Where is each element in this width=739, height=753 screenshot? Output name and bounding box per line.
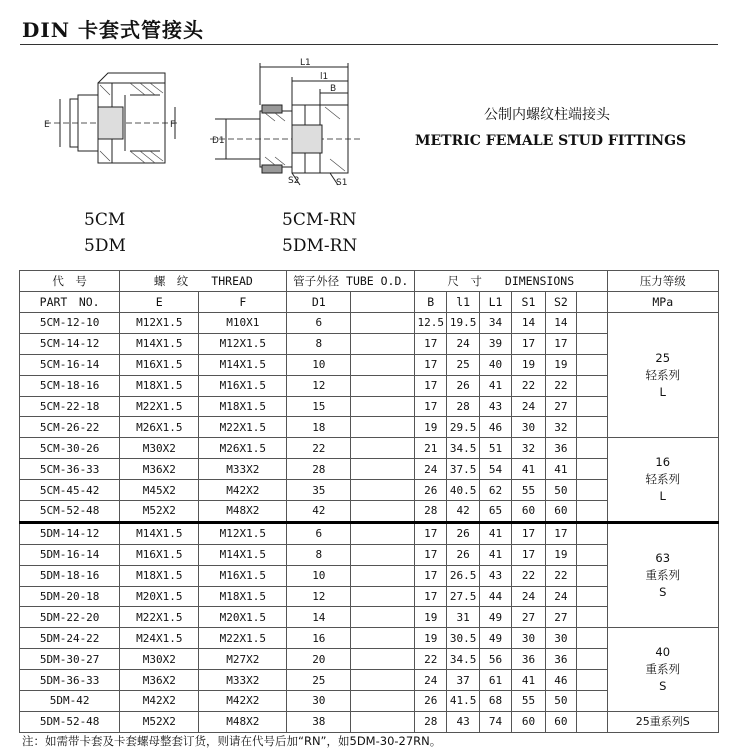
cell-dim-l1: 37: [447, 670, 479, 691]
cell-thread-e: M30X2: [120, 438, 199, 459]
cell-dim-l1: 30.5: [447, 628, 479, 649]
cell-dim-b: 17: [415, 544, 447, 565]
cell-thread-e: M42X2: [120, 691, 199, 712]
cell-part-no: 5CM-45-42: [20, 480, 120, 501]
chinese-heading: 公制内螺纹柱端接头: [484, 107, 610, 123]
header-empty: [577, 292, 607, 313]
cell-part-no: 5CM-52-48: [20, 501, 120, 523]
cell-thread-f: M33X2: [199, 459, 287, 480]
cell-thread-f: M26X1.5: [199, 438, 287, 459]
cell-dim-s1: 27: [512, 607, 545, 628]
cell-dim-l1: 19.5: [447, 313, 479, 334]
fitting-technical-drawing: [30, 55, 360, 195]
cell-empty: [351, 333, 415, 354]
cell-empty: [351, 375, 415, 396]
table-row: [20, 438, 719, 459]
cell-dim-s1: 17: [512, 333, 545, 354]
cell-dim-b: 17: [415, 586, 447, 607]
cell-part-no: 5DM-30-27: [20, 649, 120, 670]
pressure-text: 25重系列S: [635, 715, 690, 729]
english-heading: METRIC FEMALE STUD FITTINGS: [415, 133, 687, 149]
cell-dim-l1: 29.5: [447, 417, 479, 438]
cell-dim-b: 17: [415, 522, 447, 544]
cell-empty: [351, 459, 415, 480]
pressure-group: [607, 438, 719, 523]
cell-thread-f: M48X2: [199, 501, 287, 523]
cell-dim-l1: 43: [447, 711, 479, 732]
cell-dim-L1: 44: [479, 586, 511, 607]
cell-tube-od: 15: [287, 396, 351, 417]
table-row: [20, 628, 719, 649]
cell-tube-od: 8: [287, 544, 351, 565]
cell-dim-s1: 22: [512, 565, 545, 586]
cell-dim-L1: 46: [479, 417, 511, 438]
cell-thread-f: M14X1.5: [199, 354, 287, 375]
cell-empty: [577, 607, 607, 628]
pressure-letter: S: [659, 679, 667, 694]
cell-part-no: 5CM-36-33: [20, 459, 120, 480]
cell-empty: [577, 459, 607, 480]
pressure-value: 40: [655, 645, 671, 660]
cell-dim-s2: 14: [545, 313, 576, 334]
dim-label-e: E: [44, 120, 50, 130]
cell-dim-b: 21: [415, 438, 447, 459]
cell-empty: [577, 438, 607, 459]
cell-dim-s2: 36: [545, 649, 576, 670]
table-body: [20, 313, 719, 733]
cell-dim-s2: 27: [545, 607, 576, 628]
cell-dim-s1: 22: [512, 375, 545, 396]
cell-tube-od: 28: [287, 459, 351, 480]
table-header-row: [20, 292, 719, 313]
cell-dim-s2: 46: [545, 670, 576, 691]
cell-dim-s2: 50: [545, 480, 576, 501]
pressure-series: 轻系列: [645, 472, 680, 487]
cell-empty: [577, 375, 607, 396]
cell-empty: [351, 480, 415, 501]
cell-empty: [351, 670, 415, 691]
cell-dim-l1: 26: [447, 522, 479, 544]
cell-tube-od: 25: [287, 670, 351, 691]
cell-dim-l1: 42: [447, 501, 479, 523]
cell-empty: [577, 313, 607, 334]
cell-dim-b: 24: [415, 670, 447, 691]
cell-thread-f: M18X1.5: [199, 586, 287, 607]
cell-dim-s2: 41: [545, 459, 576, 480]
cell-tube-od: 6: [287, 313, 351, 334]
cell-thread-f: M16X1.5: [199, 565, 287, 586]
cell-empty: [351, 396, 415, 417]
cell-dim-s2: 60: [545, 501, 576, 523]
cell-dim-L1: 34: [479, 313, 511, 334]
cell-dim-s1: 60: [512, 711, 545, 732]
cell-dim-L1: 65: [479, 501, 511, 523]
pressure-value: 25: [655, 350, 671, 365]
cell-dim-s1: 30: [512, 417, 545, 438]
pressure-group: [607, 711, 719, 732]
cell-thread-f: M14X1.5: [199, 544, 287, 565]
cell-dim-L1: 39: [479, 333, 511, 354]
cell-dim-l1: 34.5: [447, 649, 479, 670]
cell-empty: [351, 691, 415, 712]
cell-dim-s2: 50: [545, 691, 576, 712]
cell-empty: [351, 649, 415, 670]
cell-part-no: 5DM-36-33: [20, 670, 120, 691]
cell-dim-s2: 30: [545, 628, 576, 649]
cell-dim-s1: 36: [512, 649, 545, 670]
cell-empty: [351, 313, 415, 334]
cell-empty: [577, 711, 607, 732]
cell-tube-od: 35: [287, 480, 351, 501]
dim-label-s2: S2: [288, 176, 300, 186]
cell-thread-e: M22X1.5: [120, 396, 199, 417]
cell-dim-l1: 26: [447, 544, 479, 565]
cell-dim-L1: 41: [479, 375, 511, 396]
cell-empty: [351, 501, 415, 523]
header-e: E: [120, 292, 199, 313]
cell-dim-L1: 54: [479, 459, 511, 480]
cell-thread-e: M30X2: [120, 649, 199, 670]
cell-thread-e: M14X1.5: [120, 522, 199, 544]
cell-dim-s1: 24: [512, 396, 545, 417]
pressure-series: 重系列: [645, 568, 680, 583]
cell-thread-f: M33X2: [199, 670, 287, 691]
cell-empty: [351, 544, 415, 565]
cell-tube-od: 10: [287, 565, 351, 586]
cell-empty: [577, 522, 607, 544]
cell-thread-f: M42X2: [199, 691, 287, 712]
cell-empty: [577, 649, 607, 670]
pressure-value: 16: [655, 455, 671, 470]
cell-tube-od: 38: [287, 711, 351, 732]
cell-thread-e: M24X1.5: [120, 628, 199, 649]
cell-empty: [351, 607, 415, 628]
header-empty: [351, 292, 415, 313]
cell-thread-f: M10X1: [199, 313, 287, 334]
cell-dim-b: 19: [415, 417, 447, 438]
cell-dim-s2: 19: [545, 544, 576, 565]
cell-dim-b: 19: [415, 628, 447, 649]
pressure-series: 轻系列: [645, 367, 680, 382]
cell-dim-l1: 34.5: [447, 438, 479, 459]
cell-dim-l1: 25: [447, 354, 479, 375]
cell-empty: [351, 586, 415, 607]
cell-dim-s2: 36: [545, 438, 576, 459]
cell-empty: [351, 438, 415, 459]
model-label: 5CM: [84, 210, 126, 230]
dim-label-b: B: [330, 84, 337, 94]
cell-empty: [351, 565, 415, 586]
cell-thread-e: M26X1.5: [120, 417, 199, 438]
cell-dim-s2: 22: [545, 565, 576, 586]
cell-dim-s2: 17: [545, 333, 576, 354]
cell-dim-b: 26: [415, 480, 447, 501]
page-title: DIN 卡套式管接头: [22, 18, 204, 42]
cell-dim-l1: 28: [447, 396, 479, 417]
cell-dim-s1: 32: [512, 438, 545, 459]
header-pressure: 压力等级: [607, 271, 719, 292]
cell-dim-l1: 26.5: [447, 565, 479, 586]
header-s2: S2: [545, 292, 576, 313]
cell-dim-s1: 55: [512, 691, 545, 712]
cell-dim-b: 26: [415, 691, 447, 712]
cell-dim-s2: 24: [545, 586, 576, 607]
header-s1: S1: [512, 292, 545, 313]
cell-dim-s1: 24: [512, 586, 545, 607]
cell-dim-b: 17: [415, 354, 447, 375]
header-d1: D1: [287, 292, 351, 313]
cell-dim-L1: 56: [479, 649, 511, 670]
cell-part-no: 5CM-18-16: [20, 375, 120, 396]
table-row: [20, 522, 719, 544]
cell-empty: [351, 711, 415, 732]
cell-part-no: 5DM-16-14: [20, 544, 120, 565]
cell-dim-s1: 41: [512, 459, 545, 480]
cell-dim-s2: 22: [545, 375, 576, 396]
cell-part-no: 5CM-22-18: [20, 396, 120, 417]
cell-thread-e: M14X1.5: [120, 333, 199, 354]
title-divider: [20, 44, 718, 45]
cell-empty: [577, 544, 607, 565]
dim-label-d1: D1: [212, 136, 225, 146]
cell-dim-L1: 43: [479, 565, 511, 586]
cell-thread-f: M18X1.5: [199, 396, 287, 417]
cell-tube-od: 12: [287, 375, 351, 396]
cell-thread-e: M16X1.5: [120, 354, 199, 375]
cell-empty: [577, 628, 607, 649]
cell-empty: [577, 501, 607, 523]
cell-dim-s1: 17: [512, 522, 545, 544]
cell-tube-od: 12: [287, 586, 351, 607]
cell-thread-f: M12X1.5: [199, 522, 287, 544]
cell-empty: [577, 333, 607, 354]
cell-dim-L1: 51: [479, 438, 511, 459]
cell-dim-L1: 41: [479, 522, 511, 544]
cell-tube-od: 8: [287, 333, 351, 354]
header-mpa: MPa: [607, 292, 719, 313]
header-tube-od: 管子外径 TUBE O.D.: [287, 271, 415, 292]
cell-part-no: 5CM-12-10: [20, 313, 120, 334]
cell-empty: [577, 396, 607, 417]
model-label: 5DM-RN: [282, 236, 358, 256]
cell-dim-l1: 40.5: [447, 480, 479, 501]
cell-tube-od: 30: [287, 691, 351, 712]
dim-label-f: F: [170, 120, 176, 130]
cell-dim-b: 12.5: [415, 313, 447, 334]
cell-dim-s2: 60: [545, 711, 576, 732]
cell-thread-f: M22X1.5: [199, 628, 287, 649]
dim-label-L1: L1: [300, 58, 311, 68]
cell-part-no: 5DM-18-16: [20, 565, 120, 586]
cell-tube-od: 22: [287, 438, 351, 459]
cell-thread-e: M20X1.5: [120, 586, 199, 607]
cell-dim-s2: 32: [545, 417, 576, 438]
header-part-no: PART NO.: [20, 292, 120, 313]
cell-empty: [577, 691, 607, 712]
cell-dim-L1: 62: [479, 480, 511, 501]
cell-dim-s1: 55: [512, 480, 545, 501]
cell-part-no: 5DM-24-22: [20, 628, 120, 649]
cell-empty: [351, 417, 415, 438]
cell-thread-f: M42X2: [199, 480, 287, 501]
cell-dim-b: 17: [415, 565, 447, 586]
header-L1: L1: [479, 292, 511, 313]
model-label: 5CM-RN: [282, 210, 357, 230]
cell-thread-f: M22X1.5: [199, 417, 287, 438]
model-label: 5DM: [84, 236, 126, 256]
header-thread: 螺 纹 THREAD: [120, 271, 287, 292]
cell-empty: [351, 522, 415, 544]
cell-dim-L1: 61: [479, 670, 511, 691]
cell-part-no: 5CM-16-14: [20, 354, 120, 375]
cell-dim-b: 22: [415, 649, 447, 670]
cell-dim-l1: 26: [447, 375, 479, 396]
cell-tube-od: 14: [287, 607, 351, 628]
cell-thread-e: M16X1.5: [120, 544, 199, 565]
dim-label-s1: S1: [336, 178, 348, 188]
pressure-group: [607, 522, 719, 627]
cell-dim-s1: 41: [512, 670, 545, 691]
cell-dim-s1: 60: [512, 501, 545, 523]
pressure-series: 重系列: [645, 662, 680, 677]
cell-tube-od: 6: [287, 522, 351, 544]
cell-part-no: 5CM-26-22: [20, 417, 120, 438]
cell-tube-od: 16: [287, 628, 351, 649]
header-code: 代 号: [20, 271, 120, 292]
cell-thread-f: M16X1.5: [199, 375, 287, 396]
cell-empty: [577, 565, 607, 586]
cell-dim-L1: 49: [479, 607, 511, 628]
cell-empty: [351, 628, 415, 649]
pressure-group: [607, 628, 719, 712]
cell-dim-l1: 24: [447, 333, 479, 354]
cell-dim-b: 24: [415, 459, 447, 480]
cell-dim-l1: 37.5: [447, 459, 479, 480]
cell-thread-e: M18X1.5: [120, 565, 199, 586]
cell-dim-s1: 30: [512, 628, 545, 649]
cell-thread-e: M52X2: [120, 711, 199, 732]
cell-thread-e: M45X2: [120, 480, 199, 501]
cell-tube-od: 20: [287, 649, 351, 670]
table-row: [20, 313, 719, 334]
pressure-letter: S: [659, 585, 667, 600]
cell-thread-e: M22X1.5: [120, 607, 199, 628]
cell-part-no: 5DM-20-18: [20, 586, 120, 607]
cell-dim-l1: 41.5: [447, 691, 479, 712]
pressure-group: [607, 313, 719, 438]
cell-part-no: 5DM-22-20: [20, 607, 120, 628]
pressure-value: 63: [655, 551, 671, 566]
cell-dim-b: 28: [415, 501, 447, 523]
cell-dim-L1: 74: [479, 711, 511, 732]
pressure-letter: L: [659, 384, 666, 399]
header-l1: l1: [447, 292, 479, 313]
cell-dim-s1: 17: [512, 544, 545, 565]
pressure-letter: L: [659, 489, 666, 504]
cell-dim-s2: 19: [545, 354, 576, 375]
header-f: F: [199, 292, 287, 313]
cell-empty: [577, 354, 607, 375]
cell-dim-L1: 41: [479, 544, 511, 565]
table-header-row: [20, 271, 719, 292]
cell-dim-s2: 17: [545, 522, 576, 544]
footnote: 注：如需带卡套及卡套螺母整套订货，则请在代号后加“RN”，如5DM-30-27RN。: [22, 734, 442, 748]
cell-thread-e: M36X2: [120, 459, 199, 480]
cell-thread-f: M12X1.5: [199, 333, 287, 354]
header-b: B: [415, 292, 447, 313]
cell-thread-f: M48X2: [199, 711, 287, 732]
cell-empty: [577, 586, 607, 607]
cell-dim-s1: 19: [512, 354, 545, 375]
cell-thread-f: M27X2: [199, 649, 287, 670]
cell-tube-od: 18: [287, 417, 351, 438]
cell-dim-L1: 40: [479, 354, 511, 375]
cell-dim-s1: 14: [512, 313, 545, 334]
cell-thread-f: M20X1.5: [199, 607, 287, 628]
cell-empty: [351, 354, 415, 375]
cell-empty: [577, 417, 607, 438]
cell-dim-b: 17: [415, 396, 447, 417]
cell-part-no: 5DM-14-12: [20, 522, 120, 544]
dim-label-l1: l1: [320, 72, 329, 82]
cell-dim-L1: 68: [479, 691, 511, 712]
cell-thread-e: M36X2: [120, 670, 199, 691]
cell-dim-s2: 27: [545, 396, 576, 417]
cell-part-no: 5CM-30-26: [20, 438, 120, 459]
cell-dim-b: 28: [415, 711, 447, 732]
cell-empty: [577, 480, 607, 501]
cell-tube-od: 42: [287, 501, 351, 523]
cell-thread-e: M52X2: [120, 501, 199, 523]
specification-table: [19, 270, 719, 733]
cell-dim-b: 17: [415, 333, 447, 354]
cell-dim-L1: 43: [479, 396, 511, 417]
cell-part-no: 5DM-42: [20, 691, 120, 712]
cell-dim-l1: 27.5: [447, 586, 479, 607]
table-row: [20, 711, 719, 732]
cell-dim-b: 19: [415, 607, 447, 628]
cell-dim-b: 17: [415, 375, 447, 396]
cell-dim-l1: 31: [447, 607, 479, 628]
cell-empty: [577, 670, 607, 691]
header-dimensions: 尺 寸 DIMENSIONS: [415, 271, 607, 292]
cell-part-no: 5CM-14-12: [20, 333, 120, 354]
cell-tube-od: 10: [287, 354, 351, 375]
cell-thread-e: M18X1.5: [120, 375, 199, 396]
cell-dim-L1: 49: [479, 628, 511, 649]
cell-thread-e: M12X1.5: [120, 313, 199, 334]
cell-part-no: 5DM-52-48: [20, 711, 120, 732]
